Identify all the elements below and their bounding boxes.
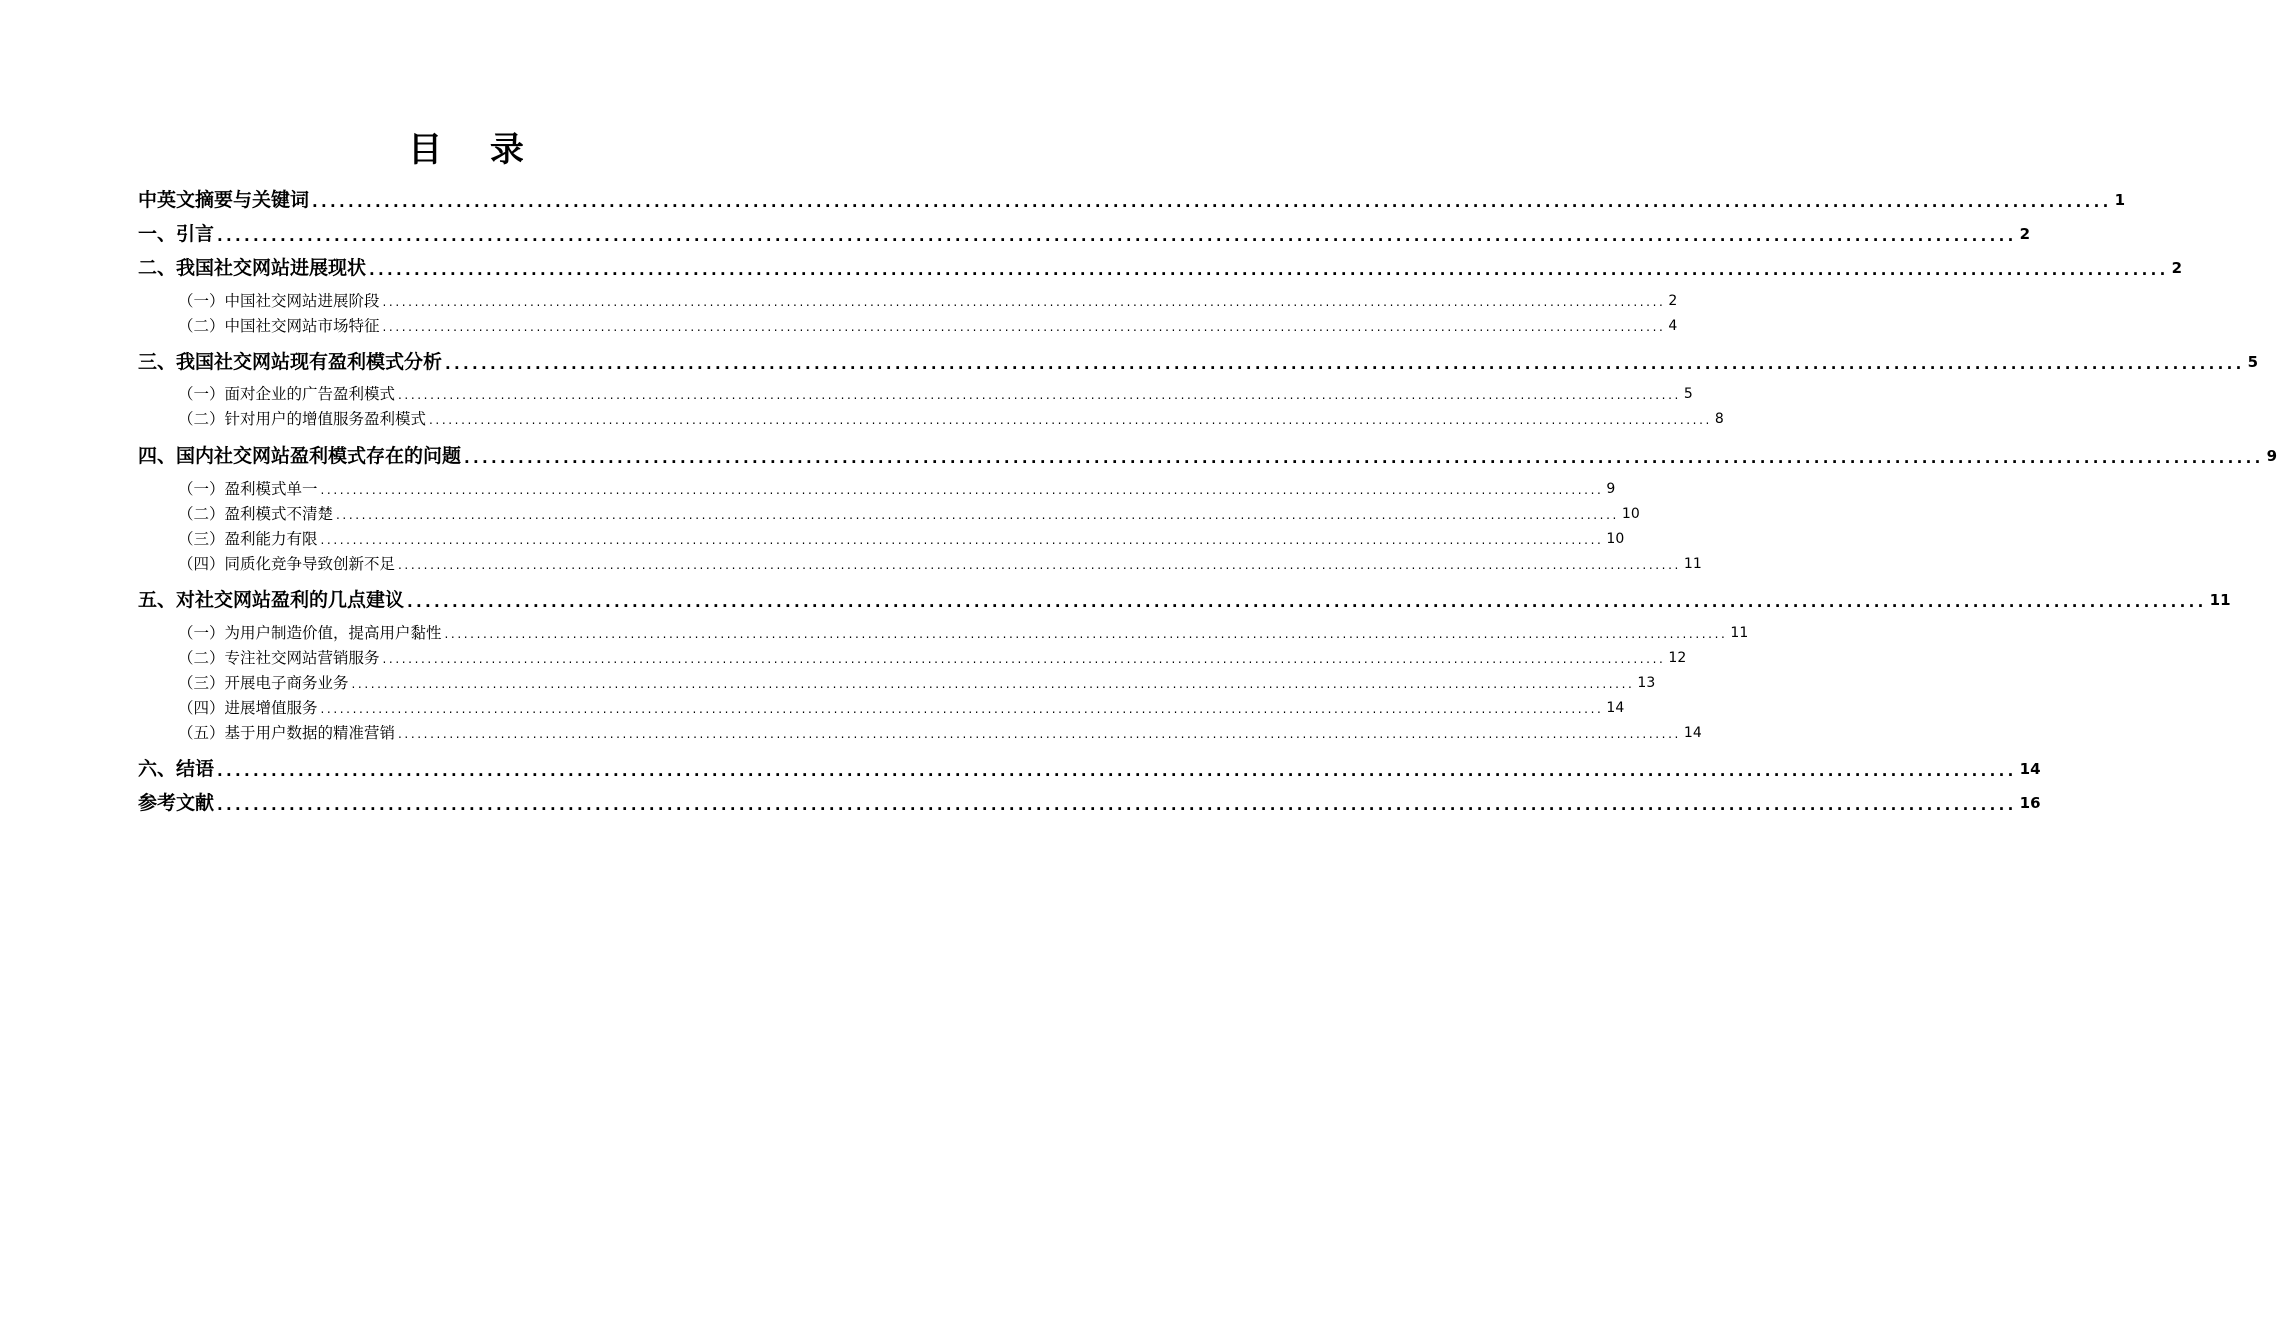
toc-entry-page-number: 5 [2247,353,2259,371]
toc-entry[interactable] [138,442,2277,470]
toc-entry[interactable] [138,186,2126,214]
toc-entry[interactable] [178,315,1678,337]
toc-dot-leader: ........................................................................................................................................................................................................ [336,508,1619,522]
toc-entry-page-number: 10 [1621,506,1640,522]
toc-entry[interactable] [178,622,1749,644]
toc-entry[interactable] [178,503,1640,525]
toc-dot-leader: ........................................................................................................................................................................................................ [217,796,2017,814]
toc-dot-leader: ........................................................................................................................................................................................................ [382,652,1666,666]
toc-entry-label: （一）面对企业的广告盈利模式 [178,385,396,403]
toc-entry[interactable] [138,789,2041,817]
toc-dot-leader: ........................................................................................................................................................................................................ [398,388,1681,402]
toc-entry-label: （二）盈利模式不清楚 [178,505,334,523]
toc-entry-page-number: 14 [1606,700,1625,716]
toc-entry-page-number: 5 [1683,386,1693,402]
toc-entry-label: 二、我国社交网站进展现状 [138,257,367,279]
toc-dot-leader: ........................................................................................................................................................................................................ [320,533,1604,547]
toc-entry-label: （一）盈利模式单一 [178,480,318,498]
toc-entry[interactable] [178,647,1687,669]
toc-entry[interactable] [178,722,1702,744]
toc-entry-label: （二）针对用户的增值服务盈利模式 [178,410,427,428]
toc-dot-leader: ........................................................................................................................................................................................................ [445,355,2245,373]
toc-entry[interactable] [138,220,2031,248]
toc-entry-page-number: 12 [1668,650,1687,666]
toc-dot-leader: ........................................................................................................................................................................................................ [444,627,1728,641]
toc-dot-leader: ........................................................................................................................................................................................................ [320,483,1604,497]
toc-title: 目 录 [408,130,542,170]
toc-entry-page-number: 9 [1606,481,1616,497]
toc-dot-leader: ........................................................................................................................................................................................................ [382,320,1666,334]
toc-entry[interactable] [138,254,2183,282]
toc-entry[interactable] [178,553,1702,575]
toc-entry-label: 五、对社交网站盈利的几点建议 [138,589,405,611]
toc-entry[interactable] [178,478,1616,500]
toc-dot-leader: ........................................................................................................................................................................................................ [464,449,2264,467]
toc-entry-page-number: 11 [1683,556,1702,572]
toc-entry-page-number: 14 [2019,760,2041,778]
toc-entry[interactable] [138,755,2041,783]
toc-entry[interactable] [178,383,1693,405]
toc-entry-label: 三、我国社交网站现有盈利模式分析 [138,351,443,373]
toc-entry-label: （二）中国社交网站市场特征 [178,317,380,335]
toc-entry-label: （四）进展增值服务 [178,699,318,717]
toc-entry-page-number: 1 [2114,191,2126,209]
toc-entry-label: 参考文献 [138,792,215,814]
toc-dot-leader: ........................................................................................................................................................................................................ [312,193,2112,211]
toc-entry-label: （二）专注社交网站营销服务 [178,649,380,667]
toc-entry-label: 六、结语 [138,758,215,780]
toc-dot-leader: ........................................................................................................................................................................................................ [382,295,1666,309]
toc-entry-label: （一）为用户制造价值，提高用户黏性 [178,624,442,642]
toc-entry-page-number: 10 [1606,531,1625,547]
toc-entry[interactable] [178,528,1625,550]
toc-dot-leader: ........................................................................................................................................................................................................ [217,227,2017,245]
toc-entry-label: 四、国内社交网站盈利模式存在的问题 [138,445,462,467]
toc-entry-page-number: 2 [1668,293,1678,309]
toc-entry-page-number: 16 [2019,794,2041,812]
toc-dot-leader: ........................................................................................................................................................................................................ [320,702,1604,716]
toc-entry-label: 一、引言 [138,223,215,245]
toc-dot-leader: ........................................................................................................................................................................................................ [398,727,1681,741]
toc-entry-page-number: 2 [2019,225,2031,243]
toc-entry[interactable] [178,290,1678,312]
toc-entry-label: （四）同质化竞争导致创新不足 [178,555,396,573]
toc-dot-leader: ........................................................................................................................................................................................................ [398,558,1681,572]
toc-entry[interactable] [138,348,2259,376]
toc-entry[interactable] [178,672,1656,694]
toc-entry-label: （五）基于用户数据的精准营销 [178,724,396,742]
toc-entry-page-number: 13 [1637,675,1656,691]
toc-entry-page-number: 2 [2171,259,2183,277]
toc-entry-page-number: 11 [1730,625,1749,641]
toc-entry[interactable] [138,586,2231,614]
toc-dot-leader: ........................................................................................................................................................................................................ [429,413,1712,427]
toc-entry-page-number: 8 [1714,411,1724,427]
toc-entry[interactable] [178,697,1625,719]
toc-entry-page-number: 14 [1683,725,1702,741]
toc-entry-page-number: 11 [2209,591,2231,609]
toc-dot-leader: ........................................................................................................................................................................................................ [407,593,2207,611]
toc-entry-page-number: 9 [2266,447,2277,465]
toc-entry-page-number: 4 [1668,318,1678,334]
toc-dot-leader: ........................................................................................................................................................................................................ [217,762,2017,780]
toc-entry-label: 中英文摘要与关键词 [138,189,310,211]
toc-entry-label: （一）中国社交网站进展阶段 [178,292,380,310]
toc-dot-leader: ........................................................................................................................................................................................................ [351,677,1635,691]
toc-entry-label: （三）盈利能力有限 [178,530,318,548]
toc-entry[interactable] [178,408,1724,430]
toc-entry-label: （三）开展电子商务业务 [178,674,349,692]
toc-dot-leader: ........................................................................................................................................................................................................ [369,261,2169,279]
